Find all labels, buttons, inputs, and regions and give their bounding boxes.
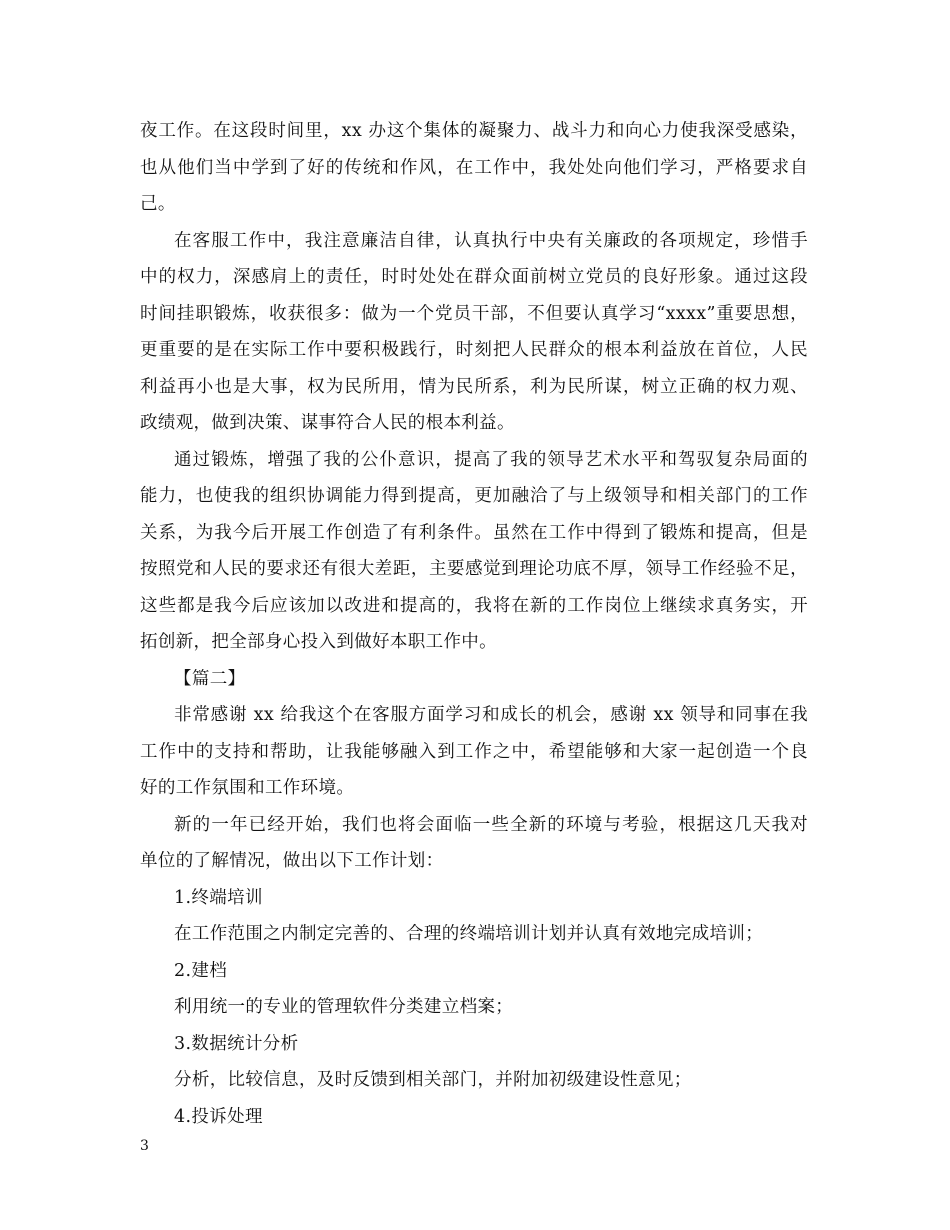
section-heading: 【篇二】 [174,668,246,689]
list-item-text: 在工作范围之内制定完善的、合理的终端培训计划并认真有效地完成培训； [174,924,764,944]
text-line: 关系，为我今后开展工作创造了有利条件。虽然在工作中得到了锻炼和提高，但是 [140,522,808,543]
text-line: 拓创新，把全部身心投入到做好本职工作中。 [140,632,497,652]
text-line: 能力，也使我的组织协调能力得到提高，更加融洽了与上级领导和相关部门的工作 [140,486,808,506]
text-line: 己。 [140,194,176,214]
text-line: 好的工作氛围和工作环境。 [140,778,355,798]
text-line: 按照党和人民的要求还有很大差距，主要感觉到理论功底不厚，领导工作经验不足， [140,559,808,579]
text-line: 时间挂职锻炼，收获很多：做为一个党员干部，不但要认真学习“xxxx”重要思想， [140,303,808,324]
text-line: 非常感谢 xx 给我这个在客服方面学习和成长的机会，感谢 xx 领导和同事在我 [174,705,808,725]
list-item-title: 2.建档 [174,960,228,981]
list-item-text: 利用统一的专业的管理软件分类建立档案； [174,997,514,1017]
text-line: 也从他们当中学到了好的传统和作风，在工作中，我处处向他们学习，严格要求自 [140,157,808,178]
list-item-title: 3.数据统计分析 [174,1033,299,1054]
body-text [140,113,808,1135]
text-line: 夜工作。在这段时间里，xx 办这个集体的凝聚力、战斗力和向心力使我深受感染， [140,121,808,141]
text-line: 通过锻炼，增强了我的公仆意识，提高了我的领导艺术水平和驾驭复杂局面的 [174,449,808,470]
text-line: 中的权力，深感肩上的责任，时时处处在群众面前树立党员的良好形象。通过这段 [140,267,808,287]
text-line: 利益再小也是大事，权为民所用，情为民所系，利为民所谋，树立正确的权力观、 [140,376,808,397]
list-item-title: 4.投诉处理 [174,1106,263,1127]
text-line: 更重要的是在实际工作中要积极践行，时刻把人民群众的根本利益放在首位，人民 [140,340,808,360]
text-line: 政绩观，做到决策、谋事符合人民的根本利益。 [140,413,515,433]
text-line: 这些都是我今后应该加以改进和提高的，我将在新的工作岗位上继续求真务实，开 [140,595,808,616]
page-number: 3 [140,1138,149,1154]
list-item-text: 分析，比较信息，及时反馈到相关部门，并附加初级建设性意见； [174,1070,692,1090]
text-line: 单位的了解情况，做出以下工作计划： [140,851,444,871]
text-line: 工作中的支持和帮助，让我能够融入到工作之中，希望能够和大家一起创造一个良 [140,741,808,762]
list-item-title: 1.终端培训 [174,887,263,908]
text-line: 新的一年已经开始，我们也将会面临一些全新的环境与考验，根据这几天我对 [174,814,808,835]
text-line: 在客服工作中，我注意廉洁自律，认真执行中央有关廉政的各项规定，珍惜手 [174,230,808,251]
